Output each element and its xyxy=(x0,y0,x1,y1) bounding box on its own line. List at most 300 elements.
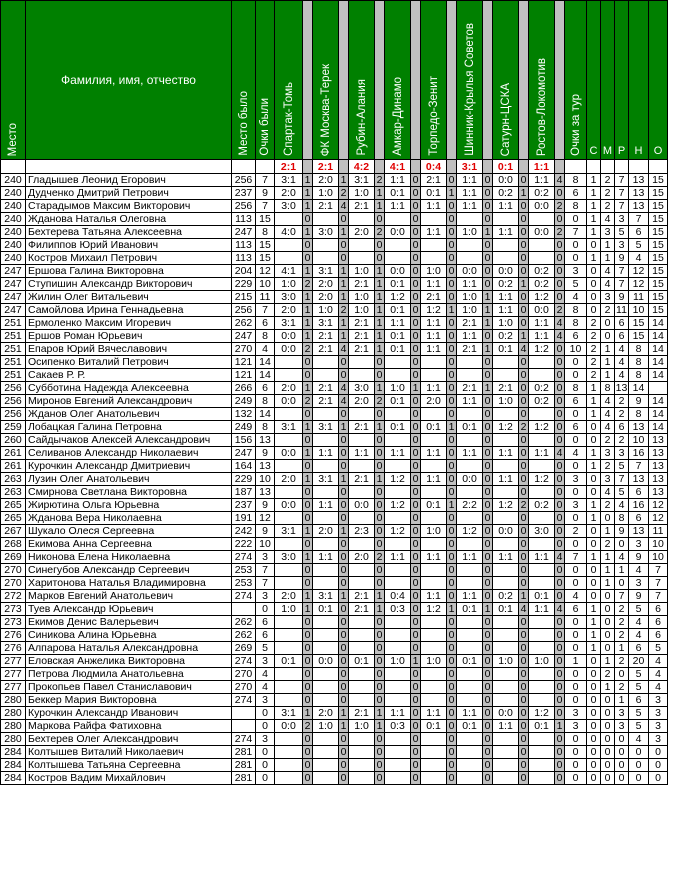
stat-cell: 6 xyxy=(629,642,649,655)
stat-cell: 3 xyxy=(629,577,649,590)
prediction-cell xyxy=(529,356,555,369)
prediction-cell: 3:1 xyxy=(313,590,339,603)
prediction-cell: 1:0 xyxy=(275,603,303,616)
stat-cell: 8 xyxy=(629,343,649,356)
stat-cell: 14 xyxy=(649,317,668,330)
table-row xyxy=(1,369,668,382)
place-before-cell: 164 xyxy=(232,460,256,473)
header-match-1-label: ФК Москва-Терек xyxy=(319,63,332,156)
name-cell: Петрова Людмила Анатольевна xyxy=(26,668,232,681)
prediction-points-cell: 0 xyxy=(411,330,421,343)
place-cell: 240 xyxy=(1,239,26,252)
prediction-points-cell: 0 xyxy=(447,382,457,395)
place-before-cell: 256 xyxy=(232,304,256,317)
table-row xyxy=(1,408,668,421)
prediction-cell: 1:2 xyxy=(493,499,519,512)
prediction-cell xyxy=(493,746,519,759)
prediction-points-cell: 1 xyxy=(483,603,493,616)
prediction-points-cell: 0 xyxy=(411,408,421,421)
prediction-points-cell: 0 xyxy=(519,473,529,486)
prediction-cell: 1:1 xyxy=(457,447,483,460)
place-cell: 256 xyxy=(1,382,26,395)
prediction-points-cell: 0 xyxy=(555,408,565,421)
prediction-cell: 1:1 xyxy=(421,330,447,343)
prediction-points-cell: 1 xyxy=(447,603,457,616)
prediction-points-cell: 0 xyxy=(411,252,421,265)
results-blank xyxy=(256,160,275,174)
prediction-points-cell: 4 xyxy=(339,343,349,356)
prediction-points-cell: 0 xyxy=(447,629,457,642)
prediction-cell: 0:0 xyxy=(275,330,303,343)
prediction-cell xyxy=(349,759,375,772)
prediction-cell xyxy=(493,460,519,473)
prediction-points-cell: 0 xyxy=(447,707,457,720)
table-row xyxy=(1,317,668,330)
prediction-points-cell: 1 xyxy=(339,421,349,434)
stat-cell: 15 xyxy=(629,330,649,343)
place-cell: 240 xyxy=(1,200,26,213)
name-cell: Синикова Алина Юрьевна xyxy=(26,629,232,642)
prediction-points-cell: 0 xyxy=(447,720,457,733)
prediction-cell xyxy=(385,681,411,694)
place-cell: 251 xyxy=(1,356,26,369)
prediction-cell xyxy=(349,460,375,473)
header-match-7 xyxy=(529,1,555,160)
stat-cell: 15 xyxy=(649,200,668,213)
stat-cell: 3 xyxy=(601,226,615,239)
stat-cell: 1 xyxy=(615,694,629,707)
prediction-cell: 3:1 xyxy=(349,174,375,187)
stat-cell: 11 xyxy=(616,304,627,316)
prediction-points-cell: 0 xyxy=(411,733,421,746)
prediction-cell xyxy=(529,694,555,707)
tour-points-cell: 0 xyxy=(565,733,587,746)
points-before-cell: 6 xyxy=(256,317,275,330)
stat-cell: 1 xyxy=(601,681,615,694)
place-cell: 284 xyxy=(1,746,26,759)
stat-cell: 2 xyxy=(587,317,601,330)
stat-cell: 8 xyxy=(601,382,615,395)
stat-cell: 0 xyxy=(587,759,601,772)
prediction-points-cell: 0 xyxy=(447,434,457,447)
stat-cell: 0 xyxy=(601,746,615,759)
prediction-points-cell: 1 xyxy=(339,707,349,720)
place-before-cell: 274 xyxy=(232,733,256,746)
prediction-cell xyxy=(421,538,447,551)
prediction-cell xyxy=(349,733,375,746)
prediction-cell xyxy=(275,772,303,785)
points-before-cell: 0 xyxy=(256,746,275,759)
table-row xyxy=(1,772,668,785)
points-before-cell: 3 xyxy=(256,590,275,603)
stat-cell: 15 xyxy=(629,317,649,330)
stat-cell: 15 xyxy=(649,252,668,265)
header-match-7-label: Ростов-Локомотив xyxy=(535,57,548,156)
prediction-points-cell: 0 xyxy=(483,408,493,421)
prediction-points-cell: 0 xyxy=(483,356,493,369)
tour-points-cell: 7 xyxy=(565,551,587,564)
prediction-cell: 1:1 xyxy=(493,291,519,304)
prediction-points-cell: 0 xyxy=(519,681,529,694)
stat-cell: 1 xyxy=(587,395,601,408)
results-blank xyxy=(447,160,457,174)
stat-cell: 5 xyxy=(629,239,649,252)
header-place-before xyxy=(232,1,256,160)
stat-cell: 0 xyxy=(587,265,601,278)
results-blank xyxy=(615,160,629,174)
prediction-points-cell: 0 xyxy=(303,564,313,577)
prediction-points-cell: 0 xyxy=(303,681,313,694)
stat-cell: 1 xyxy=(601,551,615,564)
points-before-cell: 0 xyxy=(256,603,275,616)
stat-cell: 3 xyxy=(649,720,668,733)
prediction-points-cell: 0 xyxy=(483,642,493,655)
prediction-points-cell: 0 xyxy=(411,473,421,486)
place-before-cell: 270 xyxy=(232,668,256,681)
place-before-cell: 270 xyxy=(232,343,256,356)
prediction-cell xyxy=(349,486,375,499)
prediction-cell: 1:1 xyxy=(421,447,447,460)
stat-cell: 10 xyxy=(649,538,668,551)
stat-cell: 2 xyxy=(601,200,615,213)
stat-cell: 1 xyxy=(587,252,601,265)
prediction-points-cell: 0 xyxy=(339,746,349,759)
prediction-cell: 1:1 xyxy=(457,278,483,291)
prediction-points-cell: 0 xyxy=(555,187,565,200)
prediction-points-cell: 0 xyxy=(375,642,385,655)
prediction-points-cell: 0 xyxy=(483,278,493,291)
stat-cell: 2 xyxy=(615,408,629,421)
prediction-cell: 1:0 xyxy=(349,304,375,317)
prediction-points-cell: 0 xyxy=(483,525,493,538)
name-cell: Екимова Анна Сергеевна xyxy=(26,538,232,551)
prediction-points-cell: 0 xyxy=(483,187,493,200)
prediction-cell: 0:0 xyxy=(349,499,375,512)
prediction-points-cell: 0 xyxy=(483,616,493,629)
table-row xyxy=(1,356,668,369)
prediction-points-cell: 0 xyxy=(339,629,349,642)
place-cell: 280 xyxy=(1,720,26,733)
prediction-points-cell: 0 xyxy=(519,772,529,785)
place-before-cell: 249 xyxy=(232,395,256,408)
prediction-cell xyxy=(313,460,339,473)
prediction-cell xyxy=(457,369,483,382)
tour-points-cell: 1 xyxy=(565,655,587,668)
stat-cell: 6 xyxy=(649,629,668,642)
prediction-points-cell: 0 xyxy=(303,499,313,512)
prediction-points-cell: 1 xyxy=(303,603,313,616)
prediction-cell: 2:1 xyxy=(349,421,375,434)
table-row xyxy=(1,499,668,512)
prediction-cell: 1:1 xyxy=(457,551,483,564)
prediction-points-cell: 0 xyxy=(303,538,313,551)
header-place-before-label: Место было xyxy=(237,91,250,156)
table-row xyxy=(1,447,668,460)
header-match-5-label: Шинник-Крылья Советов xyxy=(463,23,476,156)
stat-cell: 12 xyxy=(629,265,649,278)
prediction-cell: 1:0 xyxy=(529,655,555,668)
prediction-cell xyxy=(313,486,339,499)
place-before-cell: 270 xyxy=(232,681,256,694)
results-blank xyxy=(601,160,615,174)
stat-cell: 14 xyxy=(649,408,668,421)
prediction-cell: 2:0 xyxy=(313,174,339,187)
name-cell: Лузин Олег Анатольевич xyxy=(26,473,232,486)
prediction-cell xyxy=(493,759,519,772)
stat-cell: 1 xyxy=(615,642,629,655)
prediction-cell: 1:0 xyxy=(313,187,339,200)
prediction-points-cell: 0 xyxy=(555,512,565,525)
points-before-cell: 10 xyxy=(256,473,275,486)
prediction-cell xyxy=(529,577,555,590)
prediction-points-cell: 0 xyxy=(447,772,457,785)
stat-cell: 9 xyxy=(629,395,649,408)
prediction-points-cell: 0 xyxy=(555,369,565,382)
tour-points-cell: 6 xyxy=(565,421,587,434)
results-blank xyxy=(629,160,649,174)
prediction-points-cell: 0 xyxy=(339,564,349,577)
stat-cell: 1 xyxy=(601,369,615,382)
stat-cell: 7 xyxy=(615,200,629,213)
prediction-points-cell: 0 xyxy=(411,564,421,577)
prediction-cell: 0:1 xyxy=(457,421,483,434)
prediction-points-cell: 0 xyxy=(375,252,385,265)
prediction-points-cell: 0 xyxy=(375,577,385,590)
table-row xyxy=(1,330,668,343)
prediction-points-cell: 4 xyxy=(519,343,529,356)
points-before-cell: 13 xyxy=(256,460,275,473)
stat-cell: 14 xyxy=(649,421,668,434)
points-before-cell: 8 xyxy=(256,421,275,434)
prediction-points-cell: 0 xyxy=(411,369,421,382)
prediction-points-cell: 0 xyxy=(411,239,421,252)
stat-cell: 9 xyxy=(615,525,629,538)
place-cell: 268 xyxy=(1,538,26,551)
prediction-points-cell: 0 xyxy=(483,590,493,603)
prediction-points-cell: 1 xyxy=(303,551,313,564)
stat-cell: 6 xyxy=(629,694,649,707)
points-before-cell: 15 xyxy=(256,213,275,226)
points-before-cell: 7 xyxy=(256,564,275,577)
prediction-cell: 3:0 xyxy=(313,226,339,239)
stat-cell: 3 xyxy=(615,213,629,226)
prediction-points-cell: 0 xyxy=(447,278,457,291)
tour-points-cell: 0 xyxy=(565,577,587,590)
prediction-cell: 2:0 xyxy=(313,707,339,720)
prediction-points-cell: 1 xyxy=(447,187,457,200)
stat-cell: 20 xyxy=(629,655,649,668)
prediction-cell: 1:0 xyxy=(421,265,447,278)
prediction-cell: 0:0 xyxy=(457,473,483,486)
stat-cell: 14 xyxy=(649,356,668,369)
table-row xyxy=(1,187,668,200)
prediction-points-cell: 0 xyxy=(411,512,421,525)
prediction-points-cell: 0 xyxy=(447,317,457,330)
prediction-cell xyxy=(421,486,447,499)
name-cell: Дудченко Дмитрий Петрович xyxy=(26,187,232,200)
place-cell: 256 xyxy=(1,395,26,408)
prediction-points-cell: 1 xyxy=(339,265,349,278)
prediction-cell: 0:2 xyxy=(529,499,555,512)
prediction-cell xyxy=(529,564,555,577)
place-before-cell: 132 xyxy=(232,408,256,421)
prediction-points-cell: 1 xyxy=(375,343,385,356)
place-before-cell: 281 xyxy=(232,759,256,772)
prediction-cell: 4:1 xyxy=(275,265,303,278)
prediction-cell: 2:0 xyxy=(349,226,375,239)
prediction-cell xyxy=(313,356,339,369)
prediction-cell: 2:0 xyxy=(275,590,303,603)
prediction-points-cell: 0 xyxy=(303,460,313,473)
table-row xyxy=(1,473,668,486)
stat-cell: 7 xyxy=(629,213,649,226)
prediction-points-cell: 2 xyxy=(519,421,529,434)
tour-points-cell: 0 xyxy=(565,642,587,655)
results-blank xyxy=(519,160,529,174)
prediction-points-cell: 0 xyxy=(447,668,457,681)
prediction-points-cell: 1 xyxy=(375,278,385,291)
tour-points-cell: 10 xyxy=(565,343,587,356)
prediction-points-cell: 0 xyxy=(483,486,493,499)
prediction-points-cell: 0 xyxy=(375,772,385,785)
stat-cell: 1 xyxy=(615,564,629,577)
prediction-points-cell: 1 xyxy=(303,200,313,213)
prediction-cell: 1:2 xyxy=(457,525,483,538)
prediction-points-cell: 0 xyxy=(411,746,421,759)
stat-cell: 7 xyxy=(615,174,629,187)
prediction-cell: 0:1 xyxy=(349,655,375,668)
prediction-points-cell: 0 xyxy=(519,629,529,642)
prediction-points-cell: 0 xyxy=(555,239,565,252)
prediction-points-cell: 2 xyxy=(303,343,313,356)
table-row xyxy=(1,252,668,265)
prediction-points-cell: 0 xyxy=(411,707,421,720)
place-cell: 247 xyxy=(1,291,26,304)
prediction-points-cell: 0 xyxy=(483,694,493,707)
name-cell: Бехтерев Олег Александрович xyxy=(26,733,232,746)
prediction-points-cell: 0 xyxy=(411,174,421,187)
prediction-points-cell: 0 xyxy=(555,434,565,447)
name-cell: Гладышев Леонид Егорович xyxy=(26,174,232,187)
prediction-points-cell: 1 xyxy=(375,330,385,343)
prediction-cell xyxy=(493,434,519,447)
prediction-points-cell: 0 xyxy=(483,421,493,434)
stat-cell: 5 xyxy=(629,603,649,616)
prediction-points-cell: 2 xyxy=(339,187,349,200)
prediction-cell xyxy=(313,616,339,629)
results-blank xyxy=(565,160,587,174)
stat-cell: 8 xyxy=(629,356,649,369)
prediction-cell: 3:1 xyxy=(275,707,303,720)
prediction-points-cell: 0 xyxy=(519,317,529,330)
prediction-cell xyxy=(349,356,375,369)
prediction-cell: 3:0 xyxy=(275,200,303,213)
place-cell: 273 xyxy=(1,603,26,616)
stat-cell: 0 xyxy=(601,733,615,746)
stat-cell: 8 xyxy=(629,369,649,382)
prediction-cell xyxy=(421,772,447,785)
prediction-points-cell: 0 xyxy=(483,538,493,551)
place-before-cell: 237 xyxy=(232,187,256,200)
place-cell: 272 xyxy=(1,590,26,603)
header-match-2-label: Рубин-Алания xyxy=(355,79,368,156)
prediction-cell xyxy=(275,369,303,382)
prediction-cell: 1:1 xyxy=(385,174,411,187)
prediction-cell xyxy=(493,733,519,746)
tour-points-cell: 8 xyxy=(565,382,587,395)
prediction-points-cell: 0 xyxy=(339,213,349,226)
prediction-points-cell: 1 xyxy=(303,707,313,720)
prediction-points-cell: 1 xyxy=(411,382,421,395)
prediction-cell xyxy=(493,616,519,629)
prediction-cell: 2:0 xyxy=(275,304,303,317)
place-before-cell: 253 xyxy=(232,577,256,590)
stat-cell: 4 xyxy=(615,343,629,356)
prediction-points-cell: 0 xyxy=(519,642,529,655)
table-row xyxy=(1,616,668,629)
stat-cell: 14 xyxy=(649,330,668,343)
place-cell: 263 xyxy=(1,473,26,486)
prediction-cell: 0:2 xyxy=(529,395,555,408)
prediction-points-cell: 0 xyxy=(411,291,421,304)
prediction-points-cell: 0 xyxy=(339,486,349,499)
prediction-cell xyxy=(385,538,411,551)
prediction-points-cell: 0 xyxy=(483,369,493,382)
header-stat-0: С xyxy=(587,1,601,160)
prediction-cell: 0:2 xyxy=(493,330,519,343)
stat-cell: 15 xyxy=(649,187,668,200)
prediction-cell xyxy=(313,629,339,642)
prediction-cell: 3:0 xyxy=(349,382,375,395)
place-cell: 259 xyxy=(1,421,26,434)
table-row xyxy=(1,343,668,356)
prediction-points-cell: 0 xyxy=(483,551,493,564)
tour-points-cell: 0 xyxy=(565,512,587,525)
header-place xyxy=(1,1,26,160)
stat-cell: 4 xyxy=(615,499,629,512)
results-blank xyxy=(375,160,385,174)
prediction-cell xyxy=(385,772,411,785)
prediction-cell: 3:0 xyxy=(529,525,555,538)
prediction-cell: 2:0 xyxy=(313,291,339,304)
prediction-cell: 1:1 xyxy=(529,174,555,187)
prediction-cell xyxy=(385,213,411,226)
prediction-points-cell: 2 xyxy=(339,304,349,317)
prediction-cell xyxy=(493,694,519,707)
prediction-points-cell: 0 xyxy=(447,525,457,538)
table-row xyxy=(1,707,668,720)
prediction-cell: 0:1 xyxy=(457,655,483,668)
prediction-cell: 0:0 xyxy=(493,265,519,278)
prediction-cell xyxy=(457,408,483,421)
name-cell: Костров Михаил Петрович xyxy=(26,252,232,265)
prediction-cell: 1:1 xyxy=(457,174,483,187)
stat-cell: 13 xyxy=(649,473,668,486)
name-cell: Алпарова Наталья Александровна xyxy=(26,642,232,655)
prediction-cell xyxy=(349,538,375,551)
stat-cell: 3 xyxy=(615,239,629,252)
prediction-points-cell: 0 xyxy=(483,772,493,785)
prediction-points-cell: 0 xyxy=(375,239,385,252)
table-row xyxy=(1,421,668,434)
stat-cell: 2 xyxy=(587,343,601,356)
table-row xyxy=(1,213,668,226)
prediction-cell: 1:1 xyxy=(493,473,519,486)
prediction-cell: 0:0 xyxy=(493,707,519,720)
prediction-cell xyxy=(275,681,303,694)
place-cell: 270 xyxy=(1,564,26,577)
stat-cell: 15 xyxy=(649,304,668,317)
